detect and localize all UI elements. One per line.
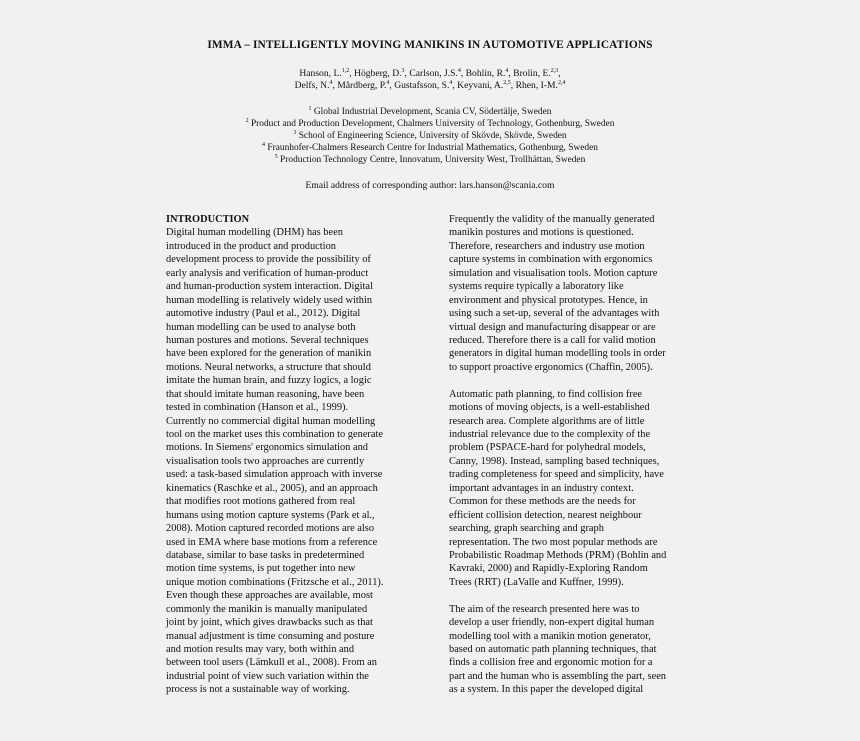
body-text-line: Canny, 1998). Instead, sampling based techniques, (449, 455, 660, 467)
affiliation-text: Production Technology Centre, Innovatum, University West, Trollhättan, Sweden (277, 155, 586, 166)
paragraph-gap (449, 589, 711, 602)
author-affiliation-mark: 4 (449, 79, 453, 86)
affiliation-number: 4 (262, 142, 266, 149)
body-text-line: Frequently the validity of the manually generated (449, 214, 655, 225)
author-name: , Mårdberg, P. (332, 80, 387, 91)
body-text-line: used: a task-based simulation approach with inverse (166, 469, 383, 481)
body-text-line: have been explored for the generation of manikin (166, 348, 372, 360)
author-name: Delfs, N. (294, 80, 330, 91)
body-text-line: motions. Neural networks, a structure that should (166, 361, 371, 373)
affiliation-number: 2 (245, 117, 249, 124)
body-text-line: Even though these approaches are available, most (166, 590, 373, 602)
body-text-line: important advantages in an industry context. (449, 482, 634, 494)
body-text-line: environment and physical prototypes. Hence, in (449, 294, 648, 306)
author-affiliation-mark: 2,3 (550, 67, 559, 74)
body-text-line: industrial point of view such variation within the (166, 670, 369, 682)
author-affiliation-mark: 3 (401, 67, 405, 74)
body-text-line: industrial relevance due to the complexity of the (449, 429, 651, 440)
body-text-line: searching, graph searching and graph (449, 523, 604, 535)
body-text-line: human modelling can be used to analyse both (166, 321, 356, 333)
left-column (166, 213, 428, 697)
body-text-line: part and the human who is assembling the part, seen (449, 670, 666, 682)
author-name: , Bohlin, R. (460, 68, 506, 79)
affiliation-text: School of Engineering Science, University of Skövde, Skövde, Sweden (296, 131, 567, 142)
author-affiliation-mark: 4 (457, 67, 461, 74)
affiliation-text: Fraunhofer-Chalmers Research Centre for Industrial Mathematics, Gothenburg, Sweden (265, 143, 598, 154)
affiliation (0, 106, 860, 118)
body-text-line: generators in digital human modelling tools in order (449, 348, 666, 360)
author-affiliation-mark: 4 (329, 79, 333, 86)
affiliation-number: 5 (274, 154, 278, 161)
body-text-line: process is not a sustainable way of working. (166, 684, 350, 696)
author-name: , Brolin, E. (508, 68, 551, 79)
paragraph-gap (449, 374, 711, 387)
body-text-line: Kavraki, 2000) and Rapidly-Exploring Random (449, 563, 648, 575)
affiliation (0, 142, 860, 154)
body-text-line: motions of moving objects, is a well-established (449, 402, 650, 414)
body-text-line: Digital human modelling (DHM) has been (166, 227, 343, 239)
section-heading: INTRODUCTION (166, 214, 250, 225)
body-text-line: manikin postures and motions is questioned. (449, 227, 634, 239)
author-name: , Keyvani, A. (452, 80, 504, 91)
body-text-line: Currently no commercial digital human modelling (166, 415, 376, 427)
body-text-line: development process to provide the possibility of (166, 254, 371, 266)
body-text-line: trading completeness for speed and simplicity, have (449, 469, 664, 481)
body-text-line: manual adjustment is time consuming and posture (166, 630, 375, 642)
body-text-line: reduced. Therefore there is a call for valid motion (449, 334, 656, 346)
body-text-line: capture systems in combination with ergonomics (449, 254, 653, 266)
body-text-line: as a system. In this paper the developed digital (449, 684, 644, 696)
body-text-line: The aim of the research presented here was to (449, 603, 640, 615)
body-text-line: modelling tool with a manikin motion generator, (449, 630, 651, 642)
author-name: , Rhen, I-M. (510, 80, 558, 91)
body-text-line: kinematics (Raschke et al., 2005), and an approach (166, 482, 378, 494)
affiliation (0, 154, 860, 166)
body-text-line: virtual design and manufacturing disappear or are (449, 321, 656, 333)
body-text-line: using such a set-up, several of the advantages with (449, 308, 660, 320)
body-text-line: and human-production system interaction. Digital (166, 281, 373, 293)
author-line (0, 80, 860, 92)
body-text-line: that modifies root motions gathered from real (166, 496, 356, 508)
body-text-line: research area. Complete algorithms are of little (449, 415, 645, 427)
author-affiliation-mark: 2,5 (503, 79, 511, 86)
paper-title: IMMA – INTELLIGENTLY MOVING MANIKINS IN AUTOMOTIVE APPLICATIONS (207, 39, 653, 51)
body-text-line: that should imitate human reasoning, have been (166, 388, 365, 400)
body-text-line: problem (PSPACE-hard for polyhedral models, (449, 442, 646, 454)
body-text-line: human postures and motions. Several techniques (166, 334, 369, 346)
author-name: , Gustafsson, S. (389, 80, 450, 91)
affiliation (0, 130, 860, 142)
author-name: Hanson, L. (299, 68, 342, 79)
body-text-line: Trees (RRT) (LaValle and Kuffner, 1999). (449, 576, 624, 588)
body-text-line: Probabilistic Roadmap Methods (PRM) (Bohlin and (449, 549, 667, 561)
body-text-line: imitate the human brain, and fuzzy logics, a logic (166, 375, 372, 387)
author-affiliation-mark: 4 (505, 67, 509, 74)
body-text-line: introduced in the product and production (166, 240, 336, 252)
corresponding-email: Email address of corresponding author: lars.hanson@scania.com (305, 180, 555, 191)
body-text-line: Therefore, researchers and industry use motion (449, 240, 645, 252)
body-text-line: motion time systems, is put together into new (166, 563, 356, 575)
body-text-line: commonly the manikin is manually manipulated (166, 603, 368, 615)
affiliation-text: Product and Production Development, Chalmers University of Technology, Gothenburg, Sweden (248, 119, 615, 130)
body-text-line: automotive industry (Paul et al., 2012). Digital (166, 308, 361, 320)
body-text-line: motions. In Siemens' ergonomics simulation and (166, 442, 368, 454)
affiliation-list (0, 106, 860, 166)
affiliation-number: 1 (308, 105, 312, 112)
author-affiliation-mark: 4 (386, 79, 390, 86)
body-text-line: unique motion combinations (Fritzsche et al., 2011). (166, 576, 384, 588)
author-name: , Högberg, D. (349, 68, 402, 79)
body-text-line: joint by joint, which gives drawbacks such as that (166, 617, 373, 629)
body-text-line: representation. The two most popular methods are (449, 536, 658, 548)
author-affiliation-mark: 2,4 (557, 79, 566, 86)
author-list (0, 68, 860, 92)
body-text-line: simulation and visualisation tools. Motion capture (449, 267, 658, 279)
right-column (449, 213, 711, 697)
body-text-line: 2008). Motion captured recorded motions are also (166, 523, 375, 535)
body-text-line: used in EMA where base motions from a reference (166, 536, 378, 548)
body-text-line: systems require typically a laboratory like (449, 281, 624, 293)
body-text-line: Automatic path planning, to find collision free (449, 388, 643, 400)
body-text-line: and motion results may vary, both within and (166, 644, 355, 655)
affiliation-text: Global Industrial Development, Scania CV, Södertälje, Sweden (311, 107, 552, 117)
body-text-line: finds a collision free and ergonomic motion for a (449, 657, 653, 669)
body-text-line: humans using motion capture systems (Park et al., (166, 509, 375, 521)
author-line (0, 68, 860, 80)
author-name: , (558, 68, 561, 79)
author-affiliation-mark: 1,2 (341, 67, 350, 74)
body-text-line: to support proactive ergonomics (Chaffin, 2005). (449, 361, 653, 373)
body-text-line: tested in combination (Hanson et al., 1999). (166, 402, 349, 414)
body-text-line: database, similar to base tasks in predetermined (166, 549, 365, 561)
body-text-line: visualisation tools two approaches are currently (166, 455, 365, 467)
body-text-line: tool on the market uses this combination to generate (166, 429, 383, 440)
body-text-line: early analysis and verification of human-product (166, 267, 369, 279)
affiliation (0, 118, 860, 130)
author-name: , Carlson, J.S. (404, 68, 458, 79)
body-text-line: between tool users (Lämkull et al., 2008). From an (166, 657, 377, 669)
body-text-line: based on automatic path planning techniques, that (449, 644, 657, 655)
affiliation-number: 3 (293, 130, 297, 137)
body-text-line: Common for these methods are the needs for (449, 496, 636, 508)
body-text-line: develop a user friendly, non-expert digital human (449, 617, 655, 629)
body-text-line: efficient collision detection, nearest neighbour (449, 509, 642, 521)
body-text-line: human modelling is relatively widely used within (166, 294, 373, 306)
